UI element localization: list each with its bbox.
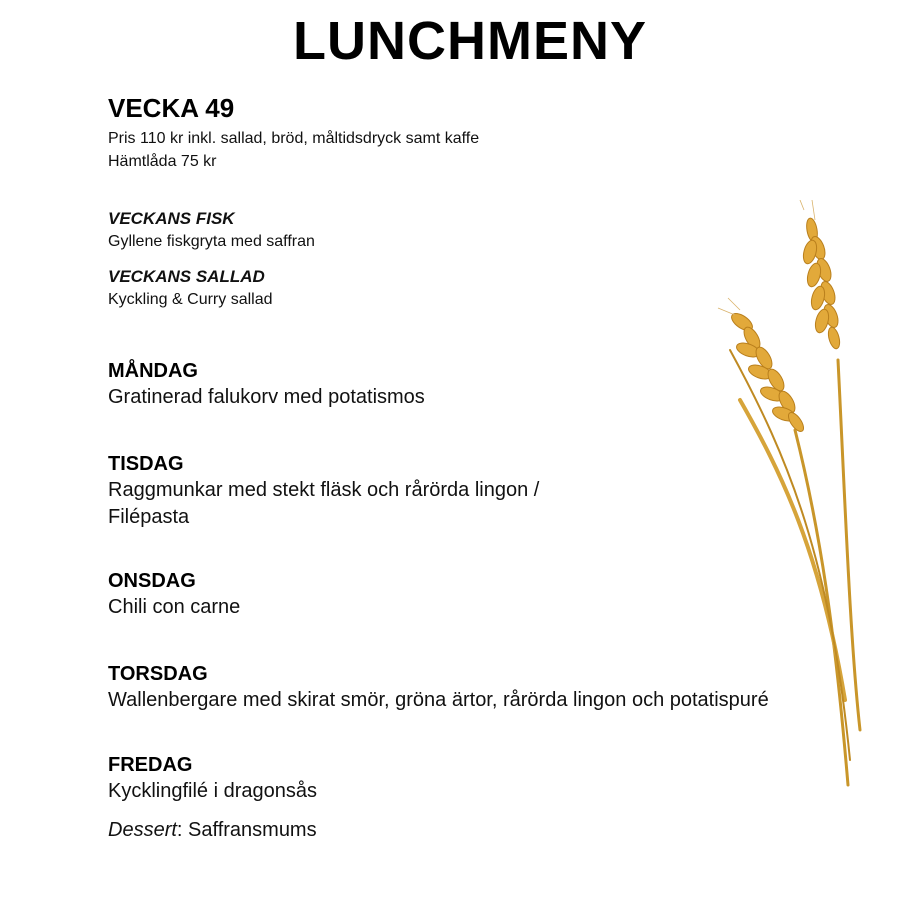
day-monday: MÅNDAG xyxy=(108,360,198,382)
day-wednesday: ONSDAG xyxy=(108,570,196,592)
takeaway-line: Hämtlåda 75 kr xyxy=(108,153,217,170)
dessert-line: Dessert: Saffransmums xyxy=(108,819,317,841)
menu-title: LUNCHMENY xyxy=(293,11,647,71)
dish-friday: Kycklingfilé i dragonsås xyxy=(108,780,317,802)
dish-tuesday-alt: Filépasta xyxy=(108,506,190,528)
weekly-salad-dish: Kyckling & Curry sallad xyxy=(108,291,273,308)
dessert-label: Dessert xyxy=(108,819,177,841)
week-label: VECKA 49 xyxy=(108,93,235,123)
day-thursday: TORSDAG xyxy=(108,663,208,685)
day-tuesday: TISDAG xyxy=(108,453,184,475)
weekly-fish-dish: Gyllene fiskgryta med saffran xyxy=(108,233,315,250)
day-friday: FREDAG xyxy=(108,754,193,776)
dessert-value: Saffransmums xyxy=(188,819,317,841)
weekly-salad-heading: VECKANS SALLAD xyxy=(108,267,265,286)
dish-wednesday: Chili con carne xyxy=(108,596,241,618)
wheat-icon xyxy=(700,200,890,800)
dish-tuesday: Raggmunkar med stekt fläsk och rårörda lingon / xyxy=(108,479,540,501)
dish-monday: Gratinerad falukorv med potatismos xyxy=(108,386,425,408)
weekly-fish-heading: VECKANS FISK xyxy=(108,209,235,228)
dish-thursday: Wallenbergare med skirat smör, gröna ärtor, rårörda lingon och potatispuré xyxy=(108,689,769,711)
price-line: Pris 110 kr inkl. sallad, bröd, måltidsdryck samt kaffe xyxy=(108,130,480,147)
